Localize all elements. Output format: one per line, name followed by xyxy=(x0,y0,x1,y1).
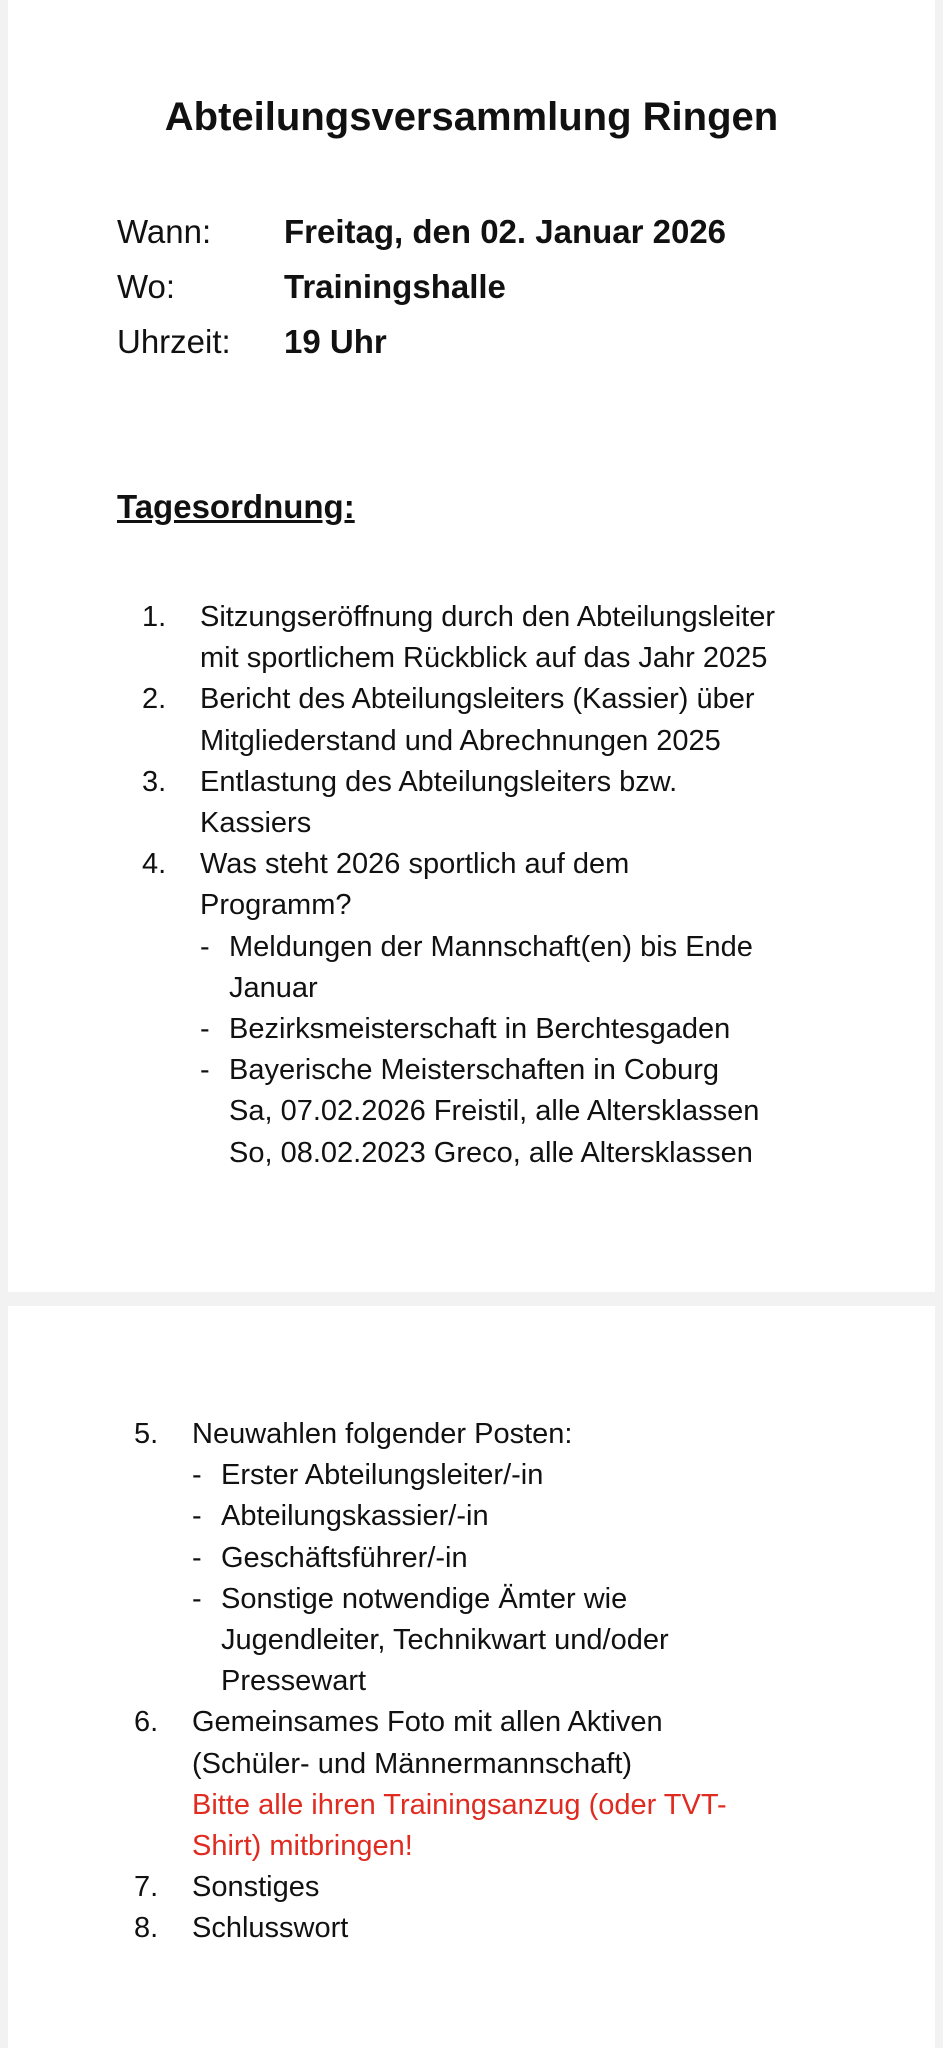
agenda-subitem xyxy=(200,1009,935,1050)
document-title: Abteilungsversammlung Ringen xyxy=(164,95,779,139)
agenda-list-part-1 xyxy=(8,597,935,1174)
agenda-subitem-text: Bezirksmeisterschaft in Berchtesgaden xyxy=(229,1013,731,1046)
bullet-dash: - xyxy=(200,1013,210,1046)
document-page-1 xyxy=(8,0,935,1292)
meta-row-uhrzeit xyxy=(117,318,387,366)
agenda-sublist xyxy=(200,927,935,1174)
agenda-subitem xyxy=(192,1538,927,1579)
agenda-item-text: Programm? xyxy=(200,889,352,922)
meta-value-uhrzeit: 19 Uhr xyxy=(284,323,387,360)
agenda-subitem-text: Januar xyxy=(229,971,318,1004)
agenda-subitem xyxy=(192,1455,927,1496)
agenda-subitem xyxy=(192,1496,927,1537)
agenda-item-number: 6. xyxy=(134,1706,159,1739)
agenda-subitem-text: Abteilungskassier/-in xyxy=(221,1500,489,1533)
meta-label-wann: Wann: xyxy=(117,213,212,250)
meta-value-wo: Trainingshalle xyxy=(284,268,506,305)
bullet-dash: - xyxy=(192,1582,202,1615)
agenda-item-text: Bericht des Abteilungsleiters (Kassier) über xyxy=(200,683,755,716)
agenda-item-number: 4. xyxy=(142,848,167,881)
agenda-item-text: Kassiers xyxy=(200,807,312,840)
bullet-dash: - xyxy=(200,1054,210,1087)
agenda-subitem-text: Erster Abteilungsleiter/-in xyxy=(221,1459,544,1492)
meta-row-wann xyxy=(117,208,726,256)
agenda-item-note: Bitte alle ihren Trainingsanzug (oder TVT- xyxy=(192,1788,727,1821)
agenda-item-number: 2. xyxy=(142,683,167,716)
agenda-item-text: Mitgliederstand und Abrechnungen 2025 xyxy=(200,724,721,757)
bullet-dash: - xyxy=(192,1459,202,1492)
agenda-item-7 xyxy=(0,1867,927,1908)
agenda-title: Tagesordnung: xyxy=(117,488,355,525)
agenda-item-2 xyxy=(8,679,935,761)
meta-label-uhrzeit: Uhrzeit: xyxy=(117,323,231,360)
agenda-item-text: mit sportlichem Rückblick auf das Jahr 2025 xyxy=(200,642,768,675)
agenda-subitem xyxy=(200,1050,935,1174)
agenda-item-note: Shirt) mitbringen! xyxy=(192,1830,413,1863)
agenda-item-text: (Schüler- und Männermannschaft) xyxy=(192,1747,633,1780)
bullet-dash: - xyxy=(192,1541,202,1574)
agenda-item-6 xyxy=(0,1702,927,1867)
agenda-subitem xyxy=(200,927,935,1009)
agenda-item-4 xyxy=(8,844,935,1174)
agenda-subitem-text: Geschäftsführer/-in xyxy=(221,1541,468,1574)
meta-value-wann: Freitag, den 02. Januar 2026 xyxy=(284,213,727,250)
agenda-item-text: Neuwahlen folgender Posten: xyxy=(192,1418,573,1450)
agenda-list-part-2 xyxy=(0,1414,927,1950)
agenda-subitem-text: Jugendleiter, Technikwart und/oder xyxy=(221,1624,669,1657)
agenda-item-text: Entlastung des Abteilungsleiters bzw. xyxy=(200,765,678,798)
agenda-item-text: Sitzungseröffnung durch den Abteilungsleiter xyxy=(200,601,776,633)
agenda-subitem-text: Meldungen der Mannschaft(en) bis Ende xyxy=(229,930,753,963)
bullet-dash: - xyxy=(192,1500,202,1533)
agenda-item-number: 3. xyxy=(142,765,167,798)
agenda-item-8 xyxy=(0,1908,927,1949)
agenda-item-number: 7. xyxy=(134,1871,159,1904)
agenda-item-text: Sonstiges xyxy=(192,1871,320,1904)
agenda-item-5 xyxy=(0,1414,927,1702)
agenda-subitem-text: Sonstige notwendige Ämter wie xyxy=(221,1582,628,1615)
agenda-item-3 xyxy=(8,762,935,844)
agenda-item-text: Was steht 2026 sportlich auf dem xyxy=(200,848,630,881)
agenda-item-text: Gemeinsames Foto mit allen Aktiven xyxy=(192,1706,663,1739)
agenda-subitem-text: Sa, 07.02.2026 Freistil, alle Altersklassen xyxy=(229,1095,760,1128)
agenda-item-number: 8. xyxy=(134,1912,159,1945)
agenda-subitem xyxy=(192,1579,927,1703)
agenda-subitem-text: So, 08.02.2023 Greco, alle Altersklassen xyxy=(229,1136,753,1169)
meta-row-wo xyxy=(117,263,506,311)
agenda-item-text: Schlusswort xyxy=(192,1912,349,1945)
agenda-item-1 xyxy=(8,597,935,679)
meta-label-wo: Wo: xyxy=(117,268,176,305)
agenda-subitem-text: Pressewart xyxy=(221,1665,367,1698)
bullet-dash: - xyxy=(200,930,210,963)
agenda-subitem-text: Bayerische Meisterschaften in Coburg xyxy=(229,1054,720,1087)
agenda-item-number: 5. xyxy=(134,1418,159,1450)
agenda-item-number: 1. xyxy=(142,601,167,633)
agenda-sublist xyxy=(192,1455,927,1702)
